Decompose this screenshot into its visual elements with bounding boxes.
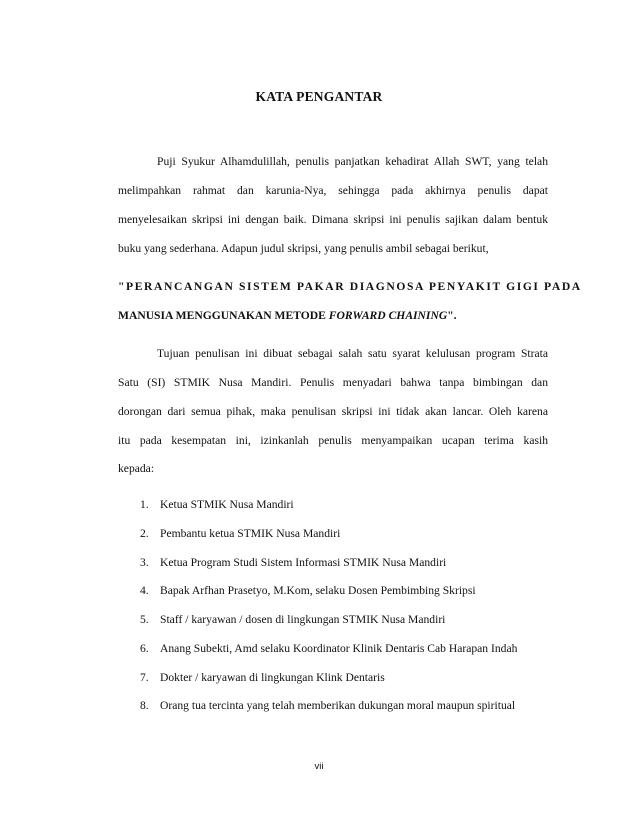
- paragraph-1-line-4: buku yang sederhana. Adapun judul skripsi, yang penulis ambil sebagai berikut,: [118, 242, 489, 255]
- list-item: 4. Bapak Arfhan Prasetyo, M.Kom, selaku Dosen Pembimbing Skripsi: [140, 584, 476, 597]
- paragraph-2-line-4: itu pada kesempatan ini, izinkanlah penulis menyampaikan ucapan terima kasih: [118, 434, 548, 447]
- paragraph-1-line-3: menyelesaikan skripsi ini dengan baik. Dimana skripsi ini penulis sajikan dalam bentuk: [118, 213, 548, 226]
- thesis-title-suffix: ".: [447, 309, 457, 322]
- page-number: vii: [314, 761, 324, 772]
- paragraph-1-line-2: melimpahkan rahmat dan karunia-Nya, sehingga pada akhirnya penulis dapat: [118, 184, 548, 197]
- thesis-title-line-1: "PERANCANGAN SISTEM PAKAR DIAGNOSA PENYAKIT GIGI PADA: [118, 280, 582, 293]
- paragraph-2-line-5: kepada:: [118, 462, 155, 475]
- thesis-title-prefix: MANUSIA MENGGUNAKAN METODE: [118, 309, 329, 322]
- paragraph-2-line-1: Tujuan penulisan ini dibuat sebagai salah satu syarat kelulusan program Strata: [157, 347, 548, 360]
- list-item: 1. Ketua STMIK Nusa Mandiri: [140, 498, 294, 511]
- paragraph-1-line-1: Puji Syukur Alhamdulillah, penulis panjatkan kehadirat Allah SWT, yang telah: [157, 155, 548, 168]
- page-title: KATA PENGANTAR: [255, 89, 383, 104]
- list-item: 8. Orang tua tercinta yang telah memberikan dukungan moral maupun spiritual: [140, 699, 516, 712]
- paragraph-2-line-3: dorongan dari semua pihak, maka penulisan skripsi ini tidak akan lancar. Oleh karena: [118, 405, 548, 418]
- list-item: 7. Dokter / karyawan di lingkungan Klink Dentaris: [140, 671, 385, 684]
- thesis-title-method: FORWARD CHAINING: [328, 309, 448, 322]
- list-item: 2. Pembantu ketua STMIK Nusa Mandiri: [140, 527, 341, 540]
- paragraph-2-line-2: Satu (SI) STMIK Nusa Mandiri. Penulis menyadari bahwa tanpa bimbingan dan: [118, 376, 548, 389]
- list-item: 3. Ketua Program Studi Sistem Informasi STMIK Nusa Mandiri: [140, 556, 447, 569]
- list-item: 5. Staff / karyawan / dosen di lingkungan STMIK Nusa Mandiri: [140, 613, 446, 626]
- thesis-title-line-2: [118, 308, 548, 324]
- list-item: 6. Anang Subekti, Amd selaku Koordinator Klinik Dentaris Cab Harapan Indah: [140, 642, 518, 655]
